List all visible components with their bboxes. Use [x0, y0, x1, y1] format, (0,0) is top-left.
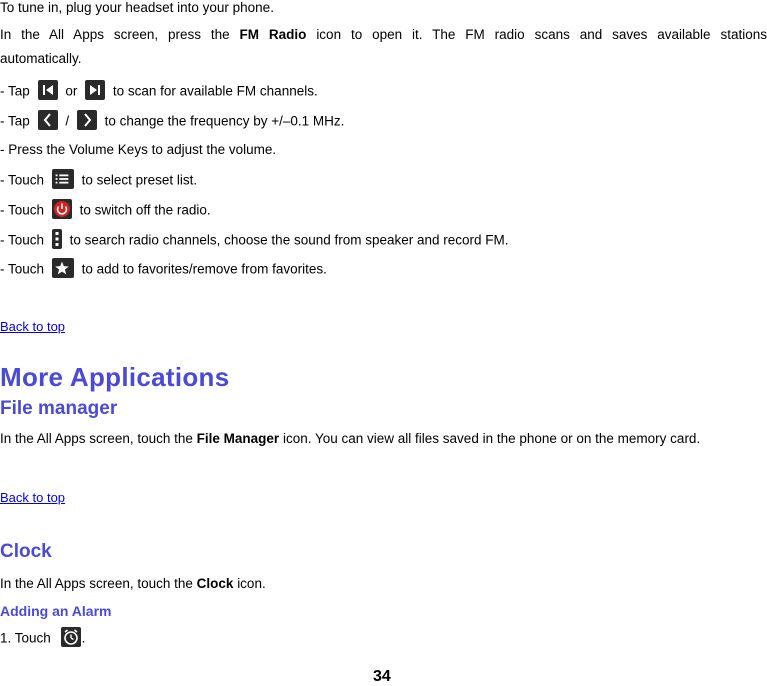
clock-text [0, 576, 266, 592]
instruction-or: or [65, 83, 78, 99]
instruction-text: to search radio channels, choose the sound from speaker and record FM. [69, 232, 509, 248]
clock-text-1: In the All Apps screen, touch the [0, 576, 193, 591]
chevron-right-icon [77, 110, 97, 130]
power-icon [52, 199, 72, 219]
back-to-top-link[interactable]: Back to top [0, 319, 66, 334]
step-prefix: 1. Touch [0, 630, 51, 646]
overflow-menu-icon [52, 229, 62, 249]
fm-open-text-2: icon to open it. The FM radio scans and saves available stations [316, 27, 767, 42]
file-manager-bold: File Manager [196, 431, 280, 446]
instruction-prefix: - Touch [0, 261, 45, 277]
fm-open-text-1: In the All Apps screen, press the [0, 27, 230, 42]
back-to-top-link[interactable]: Back to top [0, 490, 66, 505]
clock-text-2: icon. [237, 576, 266, 591]
instruction-frequency [0, 112, 344, 132]
instruction-menu [0, 231, 509, 251]
skip-next-icon [85, 80, 105, 100]
instruction-text: to scan for available FM channels. [112, 83, 318, 99]
instruction-prefix: - Tap [0, 83, 30, 99]
alarm-clock-icon [61, 627, 81, 647]
instruction-volume: - Press the Volume Keys to adjust the volume. [0, 142, 277, 157]
clock-heading: Clock [0, 541, 52, 562]
file-manager-text-1: In the All Apps screen, touch the [0, 431, 193, 446]
instruction-prefix: - Touch [0, 232, 45, 248]
instruction-power [0, 201, 211, 221]
list-icon [52, 169, 74, 189]
intro-text: To tune in, plug your headset into your phone. [0, 0, 274, 15]
clock-bold: Clock [196, 576, 234, 591]
step-suffix: . [81, 630, 86, 646]
file-manager-heading: File manager [0, 398, 118, 419]
chevron-left-icon [38, 110, 58, 130]
star-icon [52, 258, 74, 278]
fm-open-paragraph [0, 27, 767, 43]
instruction-prefix: - Touch [0, 172, 45, 188]
fm-radio-bold: FM Radio [239, 27, 307, 42]
file-manager-text-2: icon. You can view all files saved in the phone or on the memory card. [282, 431, 701, 446]
instruction-prefix: - Tap [0, 113, 30, 129]
more-applications-heading: More Applications [0, 362, 230, 392]
instruction-text: to add to favorites/remove from favorites. [81, 261, 327, 277]
adding-alarm-heading: Adding an Alarm [0, 603, 112, 619]
instruction-text: to select preset list. [81, 172, 198, 188]
instruction-prefix: - Touch [0, 202, 45, 218]
instruction-favorite [0, 260, 327, 280]
alarm-step-1 [0, 629, 85, 649]
instruction-text: to change the frequency by +/–0.1 MHz. [104, 113, 345, 129]
instruction-preset [0, 171, 197, 191]
instruction-separator: / [65, 113, 70, 129]
instruction-scan [0, 82, 318, 102]
file-manager-text [0, 431, 700, 447]
instruction-text: to switch off the radio. [79, 202, 211, 218]
skip-previous-icon [38, 80, 58, 100]
fm-open-line-2: automatically. [0, 51, 82, 66]
page-number: 34 [373, 668, 391, 685]
